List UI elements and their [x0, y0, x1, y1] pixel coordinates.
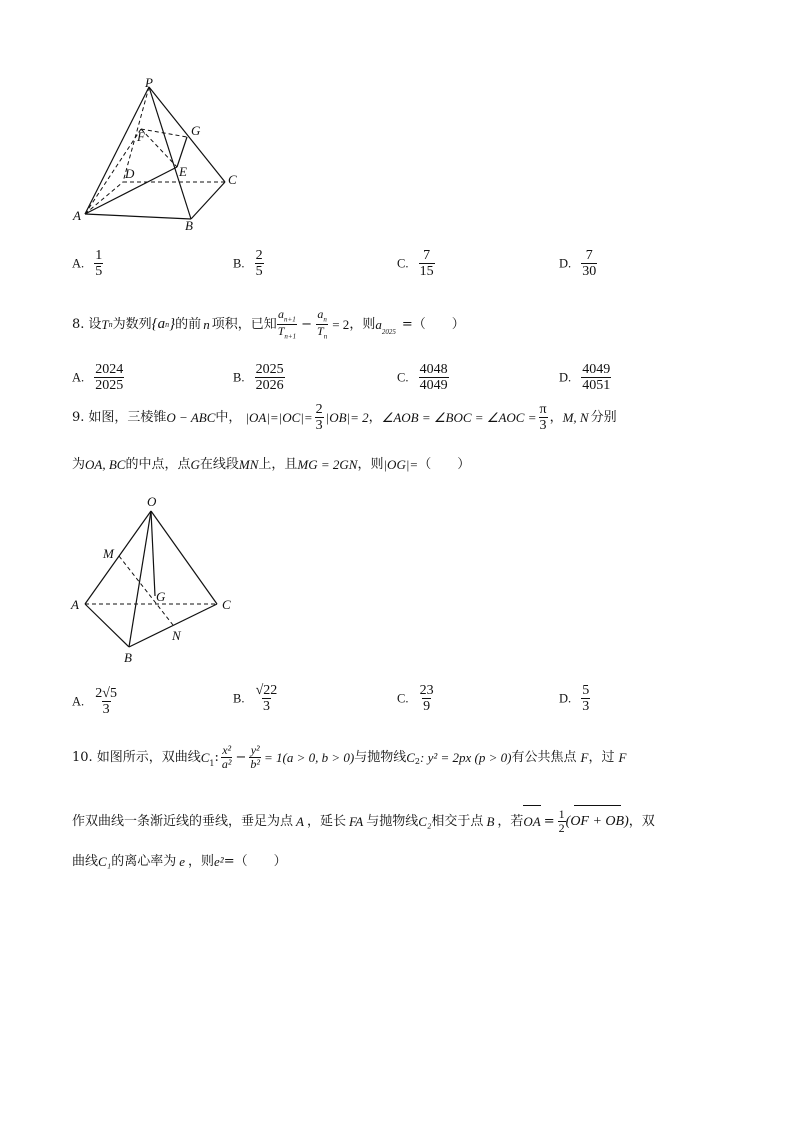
label-g: G [156, 589, 166, 604]
label-m: M [103, 546, 114, 561]
q9-option-d[interactable]: D. $\frac{5}{3}$ [559, 683, 590, 715]
label-g: G [191, 123, 201, 138]
label-o: O [147, 494, 157, 509]
label-b: B [124, 650, 132, 665]
edge-ab [85, 604, 129, 647]
q8-option-b[interactable]: B. $\frac{2025}{2026}$ [233, 362, 284, 394]
q7-option-c[interactable]: C. $\frac{7}{15}$ [397, 248, 434, 280]
edge-ob [129, 511, 151, 647]
q10-stem-line3: 曲线 C₁ 的离心率为 e ，则 e² =（ ） [72, 854, 287, 869]
q9-stem-line1: 9. 如图，三棱锥 O − ABC 中， |OA|=|OC|= $\frac{2}{3}$ |OB|= 2 ， ∠AOB = ∠BOC = ∠AOC = $\frac{\pi}{3}$ ， M, N 分别 [72, 402, 617, 434]
edge-pa [85, 87, 149, 214]
label-b: B [185, 218, 193, 233]
vector-arrow-icon [523, 805, 540, 806]
q8-option-c[interactable]: C. $\frac{4048}{4049}$ [397, 362, 448, 394]
label-c: C [228, 172, 237, 187]
q7-option-d[interactable]: D. $\frac{7}{30}$ [559, 248, 597, 280]
q8-stem: 8. 设 T n 为数列 {a n } 的前 n 项积，已知 $\frac{a_{n+1}}{T_{n+1}}$ − $\frac{a_n}{T_n}$ = 2 ，则 a $_{2025}$ =（ ） [72, 307, 465, 341]
label-n: N [172, 628, 181, 643]
edge-og [151, 511, 155, 596]
label-f: F [137, 129, 145, 144]
vector-arrow-icon [574, 805, 621, 806]
figure-pyramid [65, 75, 255, 235]
q9-option-c[interactable]: C. $\frac{23}{9}$ [397, 683, 434, 715]
q9-option-a[interactable]: A. $\frac{2√5}{3}$ [72, 686, 117, 718]
q9-option-b[interactable]: B. $\frac{√22}{3}$ [233, 683, 278, 715]
q10-stem-line1: 10. 如图所示，双曲线 C $_1$ : $\frac{\text{x²}}{\text{a²}}$ − $\frac{\text{y²}}{\text{b²}}$ = 1(a > 0, b > 0) 与抛物线 C $_2$ : y² = 2px (p > 0) 有公共焦点 F ，过 F [72, 743, 627, 772]
edge-eg [177, 137, 187, 167]
q8-option-a[interactable]: A. $\frac{2024}{2025}$ [72, 362, 124, 394]
edge-ab [85, 214, 191, 219]
q7-option-a[interactable]: A. $\frac{1}{5}$ [72, 248, 103, 280]
q10-stem-line2: 作双曲线一条渐近线的垂线，垂足为点 A ，延长 FA 与抛物线 C₂ 相交于点 B ，若 OA = $\frac{1}{2}$ (OF + OB) ，双 [72, 808, 655, 835]
edge-oa [85, 511, 151, 604]
label-a: A [73, 208, 81, 223]
q9-stem-line2: 为 OA, BC 的中点，点 G 在线段 MN 上，且 MG = 2GN ，则 |OG|= （ ） [72, 457, 471, 472]
label-p: P [145, 75, 153, 90]
label-e: E [179, 164, 187, 179]
edge-pb [149, 87, 191, 219]
label-a: A [71, 597, 79, 612]
figure-tetrahedron [65, 490, 245, 670]
vector-sum: (OF + OB) [566, 815, 629, 829]
vector-oa: OA [523, 815, 540, 828]
q8-option-d[interactable]: D. $\frac{4049}{4051}$ [559, 362, 611, 394]
edge-bc [191, 182, 225, 219]
q7-option-b[interactable]: B. $\frac{2}{5}$ [233, 248, 263, 280]
label-c: C [222, 597, 231, 612]
label-d: D [125, 166, 135, 181]
edge-pc [149, 87, 225, 182]
